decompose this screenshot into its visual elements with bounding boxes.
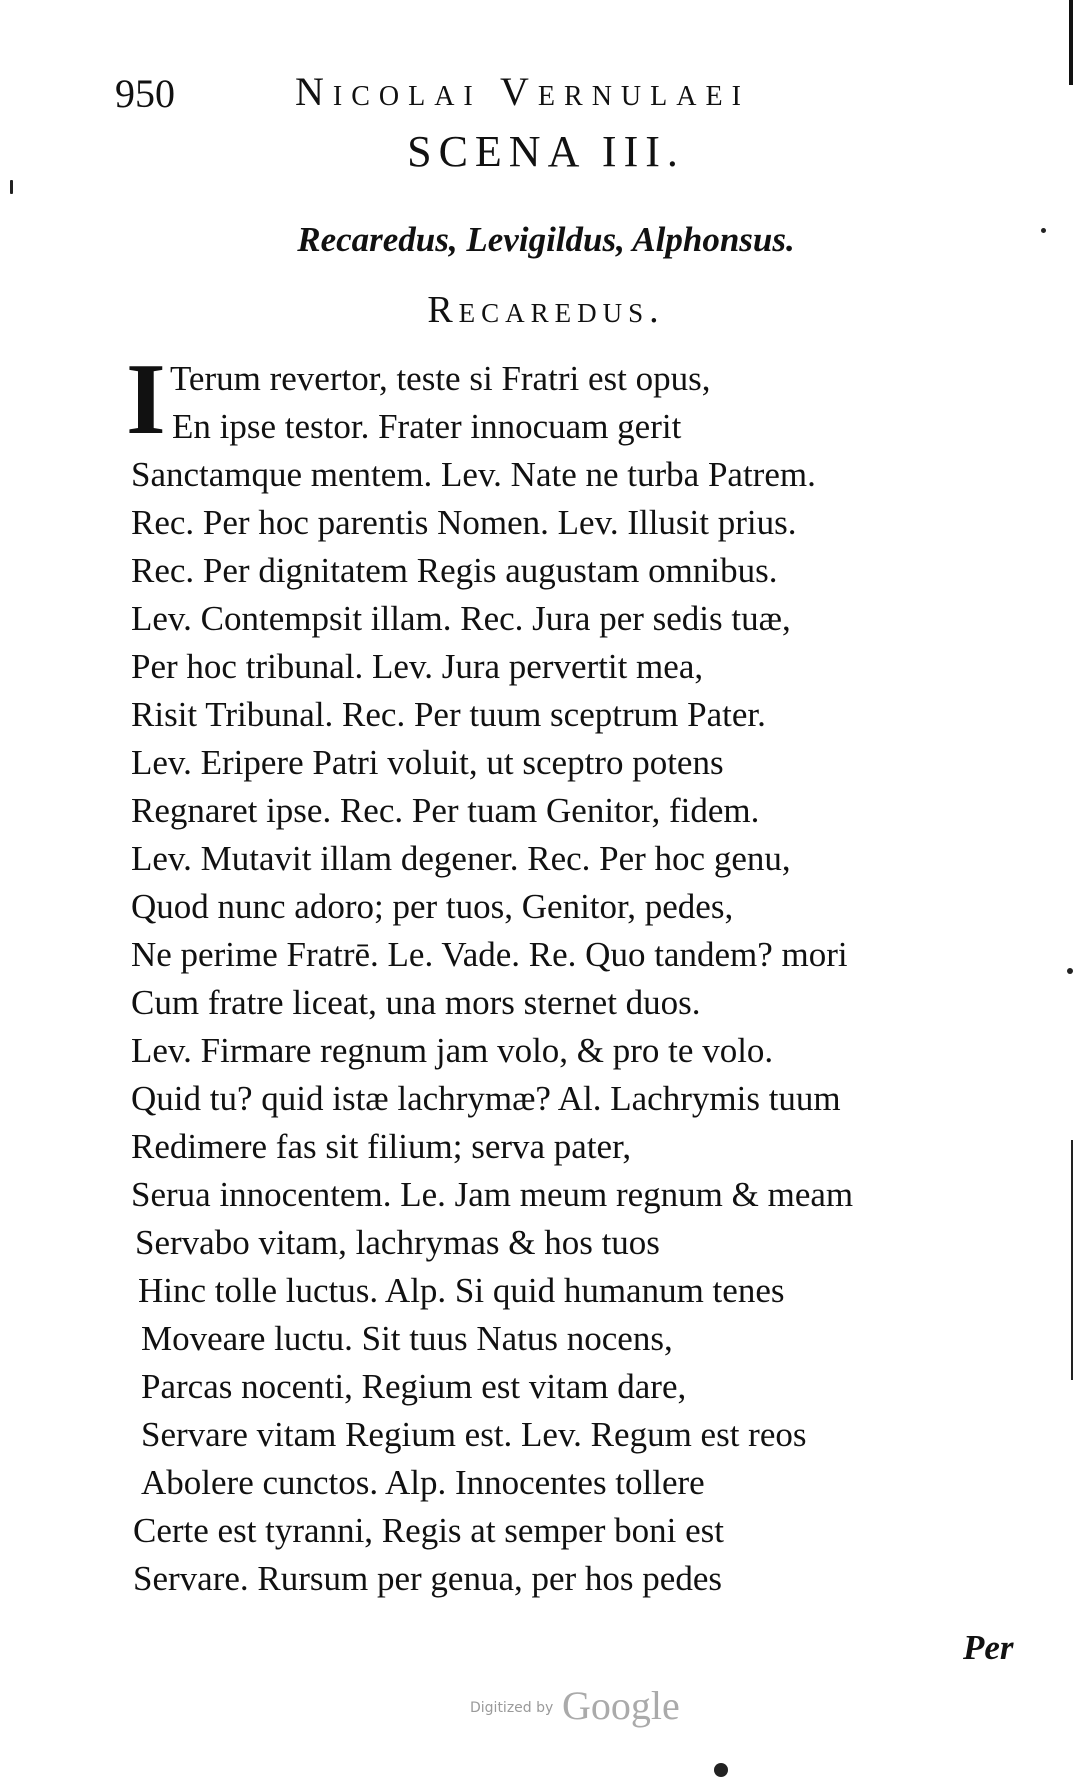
catchword: Per: [963, 1628, 1014, 1667]
verse-line: Cum fratre liceat, una mors sternet duos.: [131, 983, 701, 1022]
verse-line: Quod nunc adoro; per tuos, Genitor, pedes,: [131, 887, 734, 926]
digitized-label: Digitized by: [470, 1700, 554, 1716]
page-edge-rule-lower: [1071, 1140, 1073, 1380]
ink-speck: [10, 180, 13, 194]
scene-title: SCENA III.: [407, 127, 685, 176]
verse-line: Parcas nocenti, Regium est vitam dare,: [141, 1367, 687, 1406]
verse-line: Quid tu? quid istæ lachrymæ? Al. Lachrymis tuum: [131, 1079, 841, 1118]
verse-line: Lev. Contempsit illam. Rec. Jura per sedis tuæ,: [131, 599, 791, 638]
page-number: 950: [115, 71, 175, 116]
verse-line: Serua innocentem. Le. Jam meum regnum & meam: [131, 1175, 854, 1214]
verse-line: Sanctamque mentem. Lev. Nate ne turba Patrem.: [131, 455, 816, 494]
speaker-heading: Recaredus.: [427, 289, 665, 331]
verse-line: Certe est tyranni, Regis at semper boni est: [133, 1511, 724, 1550]
verse-line: Terum revertor, teste si Fratri est opus,: [170, 359, 711, 398]
ink-speck: [714, 1763, 728, 1777]
running-head: Nicolai Vernulaei: [295, 69, 750, 114]
verse-line: Hinc tolle luctus. Alp. Si quid humanum tenes: [138, 1271, 785, 1310]
drop-cap: I: [126, 343, 166, 456]
verse-line: Lev. Firmare regnum jam volo, & pro te volo.: [131, 1031, 774, 1070]
verse-line: Ne perime Fratrē. Le. Vade. Re. Quo tandem? mori: [131, 935, 848, 974]
characters-list: Recaredus, Levigildus, Alphonsus.: [297, 220, 795, 259]
verse-line: Servabo vitam, lachrymas & hos tuos: [135, 1223, 660, 1262]
verse-line: Servare vitam Regium est. Lev. Regum est reos: [141, 1415, 807, 1454]
verse-line: Rec. Per dignitatem Regis augustam omnibus.: [131, 551, 778, 590]
verse-line: En ipse testor. Frater innocuam gerit: [172, 407, 682, 446]
verse-line: Redimere fas sit filium; serva pater,: [131, 1127, 632, 1166]
verse-line: Per hoc tribunal. Lev. Jura pervertit mea,: [131, 647, 704, 686]
verse-line: Risit Tribunal. Rec. Per tuum sceptrum Pater.: [131, 695, 766, 734]
verse-line: Regnaret ipse. Rec. Per tuam Genitor, fidem.: [131, 791, 760, 830]
verse-line: Servare. Rursum per genua, per hos pedes: [133, 1559, 722, 1598]
ink-speck: [1041, 228, 1046, 233]
verse-line: Lev. Eripere Patri voluit, ut sceptro potens: [131, 743, 724, 782]
page-edge-rule: [1069, 0, 1073, 85]
verse-line: Rec. Per hoc parentis Nomen. Lev. Illusit prius.: [131, 503, 797, 542]
verse-line: Abolere cunctos. Alp. Innocentes tollere: [141, 1463, 705, 1502]
google-watermark: Google: [562, 1683, 680, 1728]
verse-line: Lev. Mutavit illam degener. Rec. Per hoc genu,: [131, 839, 791, 878]
ink-speck: [1067, 968, 1073, 974]
verse-line: Moveare luctu. Sit tuus Natus nocens,: [141, 1319, 673, 1358]
